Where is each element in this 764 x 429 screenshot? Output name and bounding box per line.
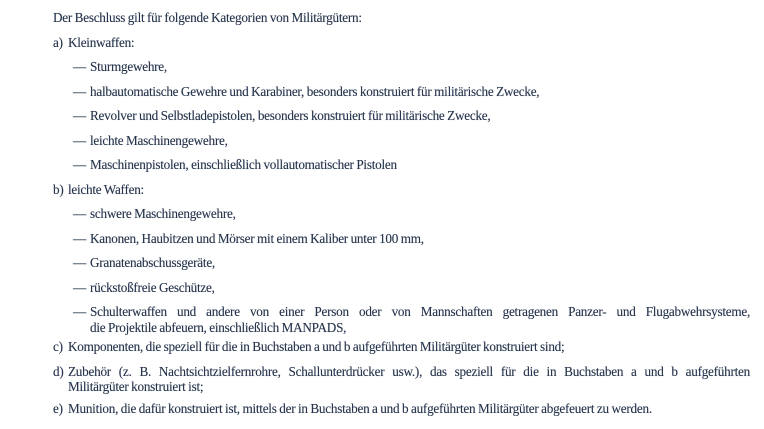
dash-bullet: —: [73, 206, 86, 221]
dash-item-text: halbautomatische Gewehre und Karabiner, besonders konstruiert für militärische Zwecke,: [90, 83, 540, 99]
dash-item-line: Schulterwaffen und andere von einer Person oder von Mannschaften getragenen Panzer- und Flugabwehrsysteme,: [90, 304, 750, 319]
list-item-a: [53, 35, 750, 51]
item-text-d: [68, 364, 750, 395]
list-item-b: [53, 182, 750, 198]
dash-item-text: leichte Maschinengewehre,: [90, 132, 228, 148]
item-label-d: d): [53, 363, 64, 379]
item-label-c: c): [53, 339, 63, 354]
item-heading-a: Kleinwaffen:: [68, 34, 135, 50]
list-item-c: [53, 339, 750, 355]
dash-item: [73, 59, 750, 75]
dash-item-text: Sturmgewehre,: [90, 59, 167, 74]
dash-item-text: Maschinenpistolen, einschließlich vollautomatischer Pistolen: [90, 157, 397, 172]
dash-bullet: —: [73, 59, 86, 74]
dash-bullet: —: [73, 279, 86, 295]
item-label-b: b): [53, 181, 64, 197]
dash-item-text: schwere Maschinengewehre,: [90, 206, 236, 221]
dash-item: [73, 157, 750, 173]
dash-bullet: —: [73, 304, 86, 319]
dash-item: [73, 133, 750, 149]
item-text-e: Munition, die dafür konstruiert ist, mittels der in Buchstaben a und b aufgeführten Militärgüter abgefeuert zu werden.: [68, 400, 652, 416]
dash-item-text: [90, 304, 750, 335]
dash-item: [73, 206, 750, 222]
dash-item: [73, 280, 750, 296]
list-item-d: [53, 364, 750, 395]
dash-bullet: —: [73, 157, 86, 172]
dash-item-text: Kanonen, Haubitzen und Mörser mit einem Kaliber unter 100 mm,: [90, 230, 424, 246]
dash-item: [73, 231, 750, 247]
dash-item: [73, 255, 750, 271]
dash-item-text: rückstoßfreie Geschütze,: [90, 279, 215, 295]
dash-item-text: Granatenabschussgeräte,: [90, 255, 215, 270]
dash-bullet: —: [73, 255, 86, 270]
dash-item: [73, 108, 750, 124]
dash-item: [73, 84, 750, 100]
item-label-a: a): [53, 34, 63, 50]
item-line: Zubehör (z. B. Nachtsichtzielfernrohre, Schallunterdrücker usw.), das speziell für die in Buchstaben a und b aufgeführten: [68, 363, 750, 379]
dash-bullet: —: [73, 83, 86, 99]
item-label-e: e): [53, 400, 63, 416]
item-text-c: Komponenten, die speziell für die in Buchstaben a und b aufgeführten Militärgüter konstruiert sind;: [68, 339, 565, 354]
dash-bullet: —: [73, 132, 86, 148]
intro-paragraph: Der Beschluss gilt für folgende Kategorien von Militärgütern:: [53, 10, 362, 25]
dash-bullet: —: [73, 108, 86, 123]
dash-item-line: die Projektile abfeuern, einschließlich MANPADS,: [90, 319, 347, 335]
dash-item: [73, 304, 750, 335]
item-line: Militärgüter konstruiert ist;: [68, 379, 204, 394]
list-item-e: [53, 401, 750, 417]
item-heading-b: leichte Waffen:: [68, 181, 144, 197]
dash-item-text: Revolver und Selbstladepistolen, besonders konstruiert für militärische Zwecke,: [90, 108, 491, 123]
dash-bullet: —: [73, 230, 86, 246]
